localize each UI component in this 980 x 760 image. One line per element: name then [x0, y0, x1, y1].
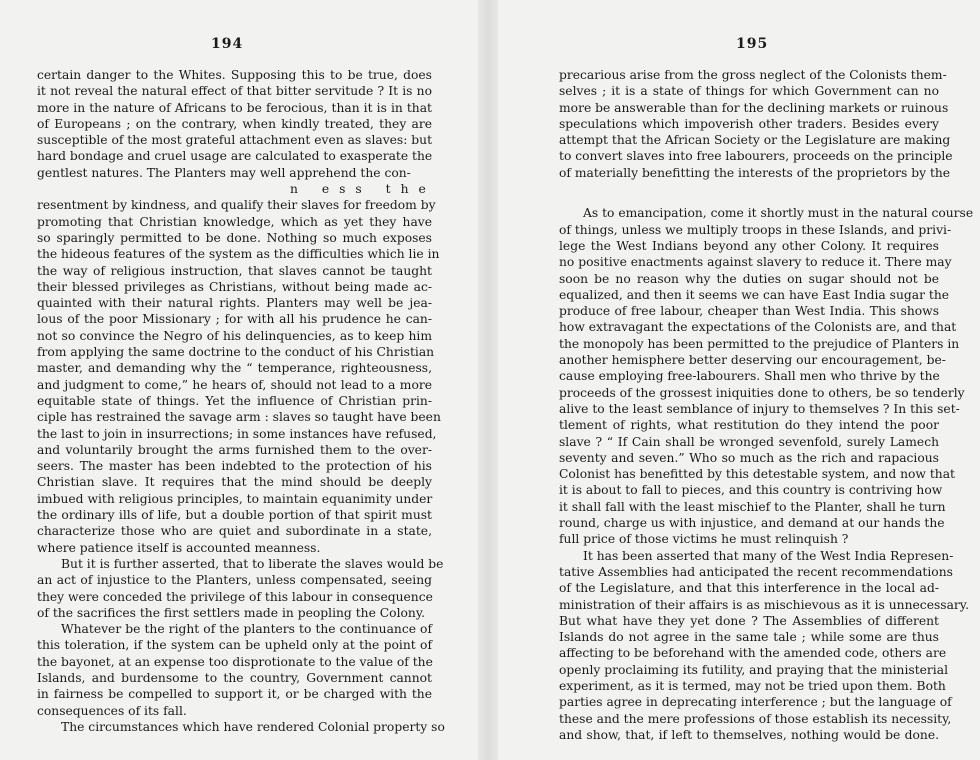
text-line: no positive enactments against slavery to reduce it. There may	[559, 255, 952, 270]
text-line: n ess the	[290, 182, 436, 197]
text-line: it is about to fall to pieces, and this country is contriving how	[559, 483, 943, 498]
text-line: promoting that Christian knowledge, which as yet they have	[37, 214, 432, 229]
text-line: Islands do not agree in the same tale ; while some are thus	[559, 630, 939, 645]
text-line: soon be no reason why the duties on sugar should not be	[559, 271, 939, 286]
text-line: more in the nature of Africans to be ferocious, than it is in that	[37, 100, 432, 115]
text-line: precarious arise from the gross neglect of the Colonists them-	[559, 68, 947, 82]
text-line: resentment by kindness, and qualify their slaves for freedom by	[37, 198, 436, 213]
text-line: of materially benefitting the interests of the proprietors by the	[559, 165, 951, 180]
text-line: from applying the same doctrine to the conduct of his Christian	[37, 345, 435, 360]
text-line: experiment, as it is termed, may not be tried upon them. Both	[559, 678, 946, 693]
text-line: lege the West Indians beyond any other Colony. It requires	[559, 238, 939, 253]
text-line: this toleration, if the system can be upheld only at the point of	[37, 638, 432, 653]
text-line: selves ; it is a state of things for which Government can no	[559, 84, 939, 99]
text-line: ministration of their affairs is as mischievous as it is unnecessary.	[559, 597, 970, 612]
text-line: where patience itself is accounted meanness.	[37, 540, 321, 555]
text-line: equitable state of things. Yet the influence of Christian prin-	[37, 393, 432, 408]
text-line: gentlest natures. The Planters may well apprehend the con-	[37, 165, 411, 180]
page-number-left: 194	[211, 36, 244, 52]
text-line: round, charge us with injustice, and demand at our hands the	[559, 516, 945, 531]
text-line: Colonist has benefitted by this detestable system, and now that	[559, 467, 955, 482]
text-line: slave ? “ If Cain shall be wronged sevenfold, surely Lamech	[559, 434, 939, 449]
text-line: alive to the least semblance of injury to themselves ? In this set-	[559, 401, 960, 416]
text-line: speculations which impoverish other traders. Besides every	[559, 116, 939, 131]
text-line: openly proclaiming its futility, and praying that the ministerial	[559, 662, 949, 677]
text-line: it not reveal the natural effect of that bitter servitude ? It is no	[37, 84, 432, 99]
text-line: of things, unless we multiply troops in these Islands, and privi-	[559, 222, 952, 237]
left-page	[0, 0, 478, 760]
text-line: these and the mere professions of those establish its necessity,	[559, 711, 952, 726]
text-line: and show, that, if left to themselves, nothing would be done.	[559, 727, 939, 742]
text-line: tlement of rights, what restitution do they intend the poor	[559, 418, 939, 433]
text-line: more be answerable than for the declining markets or ruinous	[559, 100, 949, 115]
book-gutter	[478, 0, 498, 760]
text-line: Christian slave. It requires that the mind should be deeply	[37, 475, 432, 490]
text-line: Islands, and burdensome to the country, Government cannot	[37, 670, 432, 685]
right-page-text	[559, 67, 974, 743]
text-line: the last to join in insurrections; in some instances have refused,	[37, 426, 437, 441]
text-line: proceeds of the grossest iniquities done to others, be so tenderly	[559, 385, 965, 400]
text-line: an act of injustice to the Planters, unless compensated, seeing	[37, 573, 432, 588]
text-line: But it is further asserted, that to liberate the slaves would be	[61, 556, 444, 571]
text-line	[559, 181, 939, 197]
text-line: attempt that the African Society or the Legislature are making	[559, 133, 951, 148]
text-line: lous of the poor Missionary ; for with all his prudence he can-	[37, 312, 432, 327]
text-line: full price of those victims he must relinquish ?	[559, 532, 849, 547]
text-line: tative Assemblies had anticipated the recent recommendations	[559, 564, 953, 579]
text-line: master, and demanding why the “ temperance, righteousness,	[37, 361, 432, 376]
text-line: cause employing free-labourers. Shall men who thrive by the	[559, 369, 940, 384]
text-line: ciple has restrained the savage arm : slaves so taught have been	[37, 410, 441, 425]
left-page-text	[37, 67, 445, 735]
text-line: the bayonet, at an expense too disprotionate to the value of the	[37, 654, 433, 669]
page-number-right: 195	[736, 36, 769, 52]
text-line: in fairness be compelled to support it, or be charged with the	[37, 687, 432, 702]
text-line: The circumstances which have rendered Colonial property so	[61, 719, 445, 734]
text-line: so sparingly permitted to be done. Nothing so much exposes	[37, 230, 432, 245]
text-line: they were conceded the privilege of this labour in consequence	[37, 589, 433, 604]
text-line: characterize those who are quiet and subordinate in a state,	[37, 524, 432, 539]
text-line: hard bondage and cruel usage are calculated to exasperate the	[37, 149, 433, 164]
text-line: and judgment to come,” he hears of, should not lead to a more	[37, 377, 432, 392]
text-line: certain danger to the Whites. Supposing this to be true, does	[37, 68, 432, 82]
text-line: of the Legislature, and that this interference in the local ad-	[559, 581, 939, 596]
text-line: As to emancipation, come it shortly must in the natural course	[583, 206, 974, 221]
text-line: of the sacrifices the first settlers made in peopling the Colony.	[37, 605, 426, 620]
text-line: But what have they yet done ? The Assemblies of different	[559, 613, 939, 628]
text-line: and voluntarily brought the arms furnished them to the over-	[37, 442, 432, 457]
text-line: susceptible of the most grateful attachment even as slaves: but	[37, 133, 433, 148]
text-line: Whatever be the right of the planters to the continuance of	[61, 622, 432, 637]
text-line: the hideous features of the system as the difficulties which lie in	[37, 247, 440, 262]
right-page	[498, 0, 980, 760]
text-line: not so convince the Negro of his delinquencies, as to keep him	[37, 328, 432, 343]
text-line: how extravagant the expectations of the Colonists are, and that	[559, 320, 957, 335]
text-line: quainted with their natural rights. Planters may well be jea-	[37, 296, 432, 311]
text-line: It has been asserted that many of the West India Represen-	[583, 548, 954, 563]
text-line: consequences of its fall.	[37, 703, 187, 718]
text-line: produce of free labour, cheaper than West India. This shows	[559, 304, 939, 319]
text-line: equalized, and then it seems we can have East India sugar the	[559, 287, 950, 302]
text-line: another hemisphere better deserving our encouragement, be-	[559, 353, 946, 368]
text-line: the ordinary ills of life, but a double portion of that spirit must	[37, 508, 432, 523]
text-line: to convert slaves into free labourers, proceeds on the principle	[559, 149, 953, 164]
text-line: it shall fall with the least mischief to the Planter, shall he turn	[559, 499, 946, 514]
text-line: of Europeans ; on the contrary, when kindly treated, they are	[37, 116, 432, 131]
text-line: the monopoly has been permitted to the prejudice of Planters in	[559, 336, 960, 351]
text-line: the way of religious instruction, that slaves cannot be taught	[37, 263, 432, 278]
text-line: seventy and seven.” Who so much as the rich and rapacious	[559, 450, 939, 465]
text-line: affecting to be beforehand with the amended code, others are	[559, 646, 947, 661]
text-line: their blessed privileges as Christians, without being made ac-	[37, 279, 432, 294]
text-line: imbued with religious principles, to maintain equanimity under	[37, 491, 433, 506]
text-line: parties agree in deprecating interference ; but the language of	[559, 695, 952, 710]
text-line: seers. The master has been indebted to the protection of his	[37, 459, 432, 474]
